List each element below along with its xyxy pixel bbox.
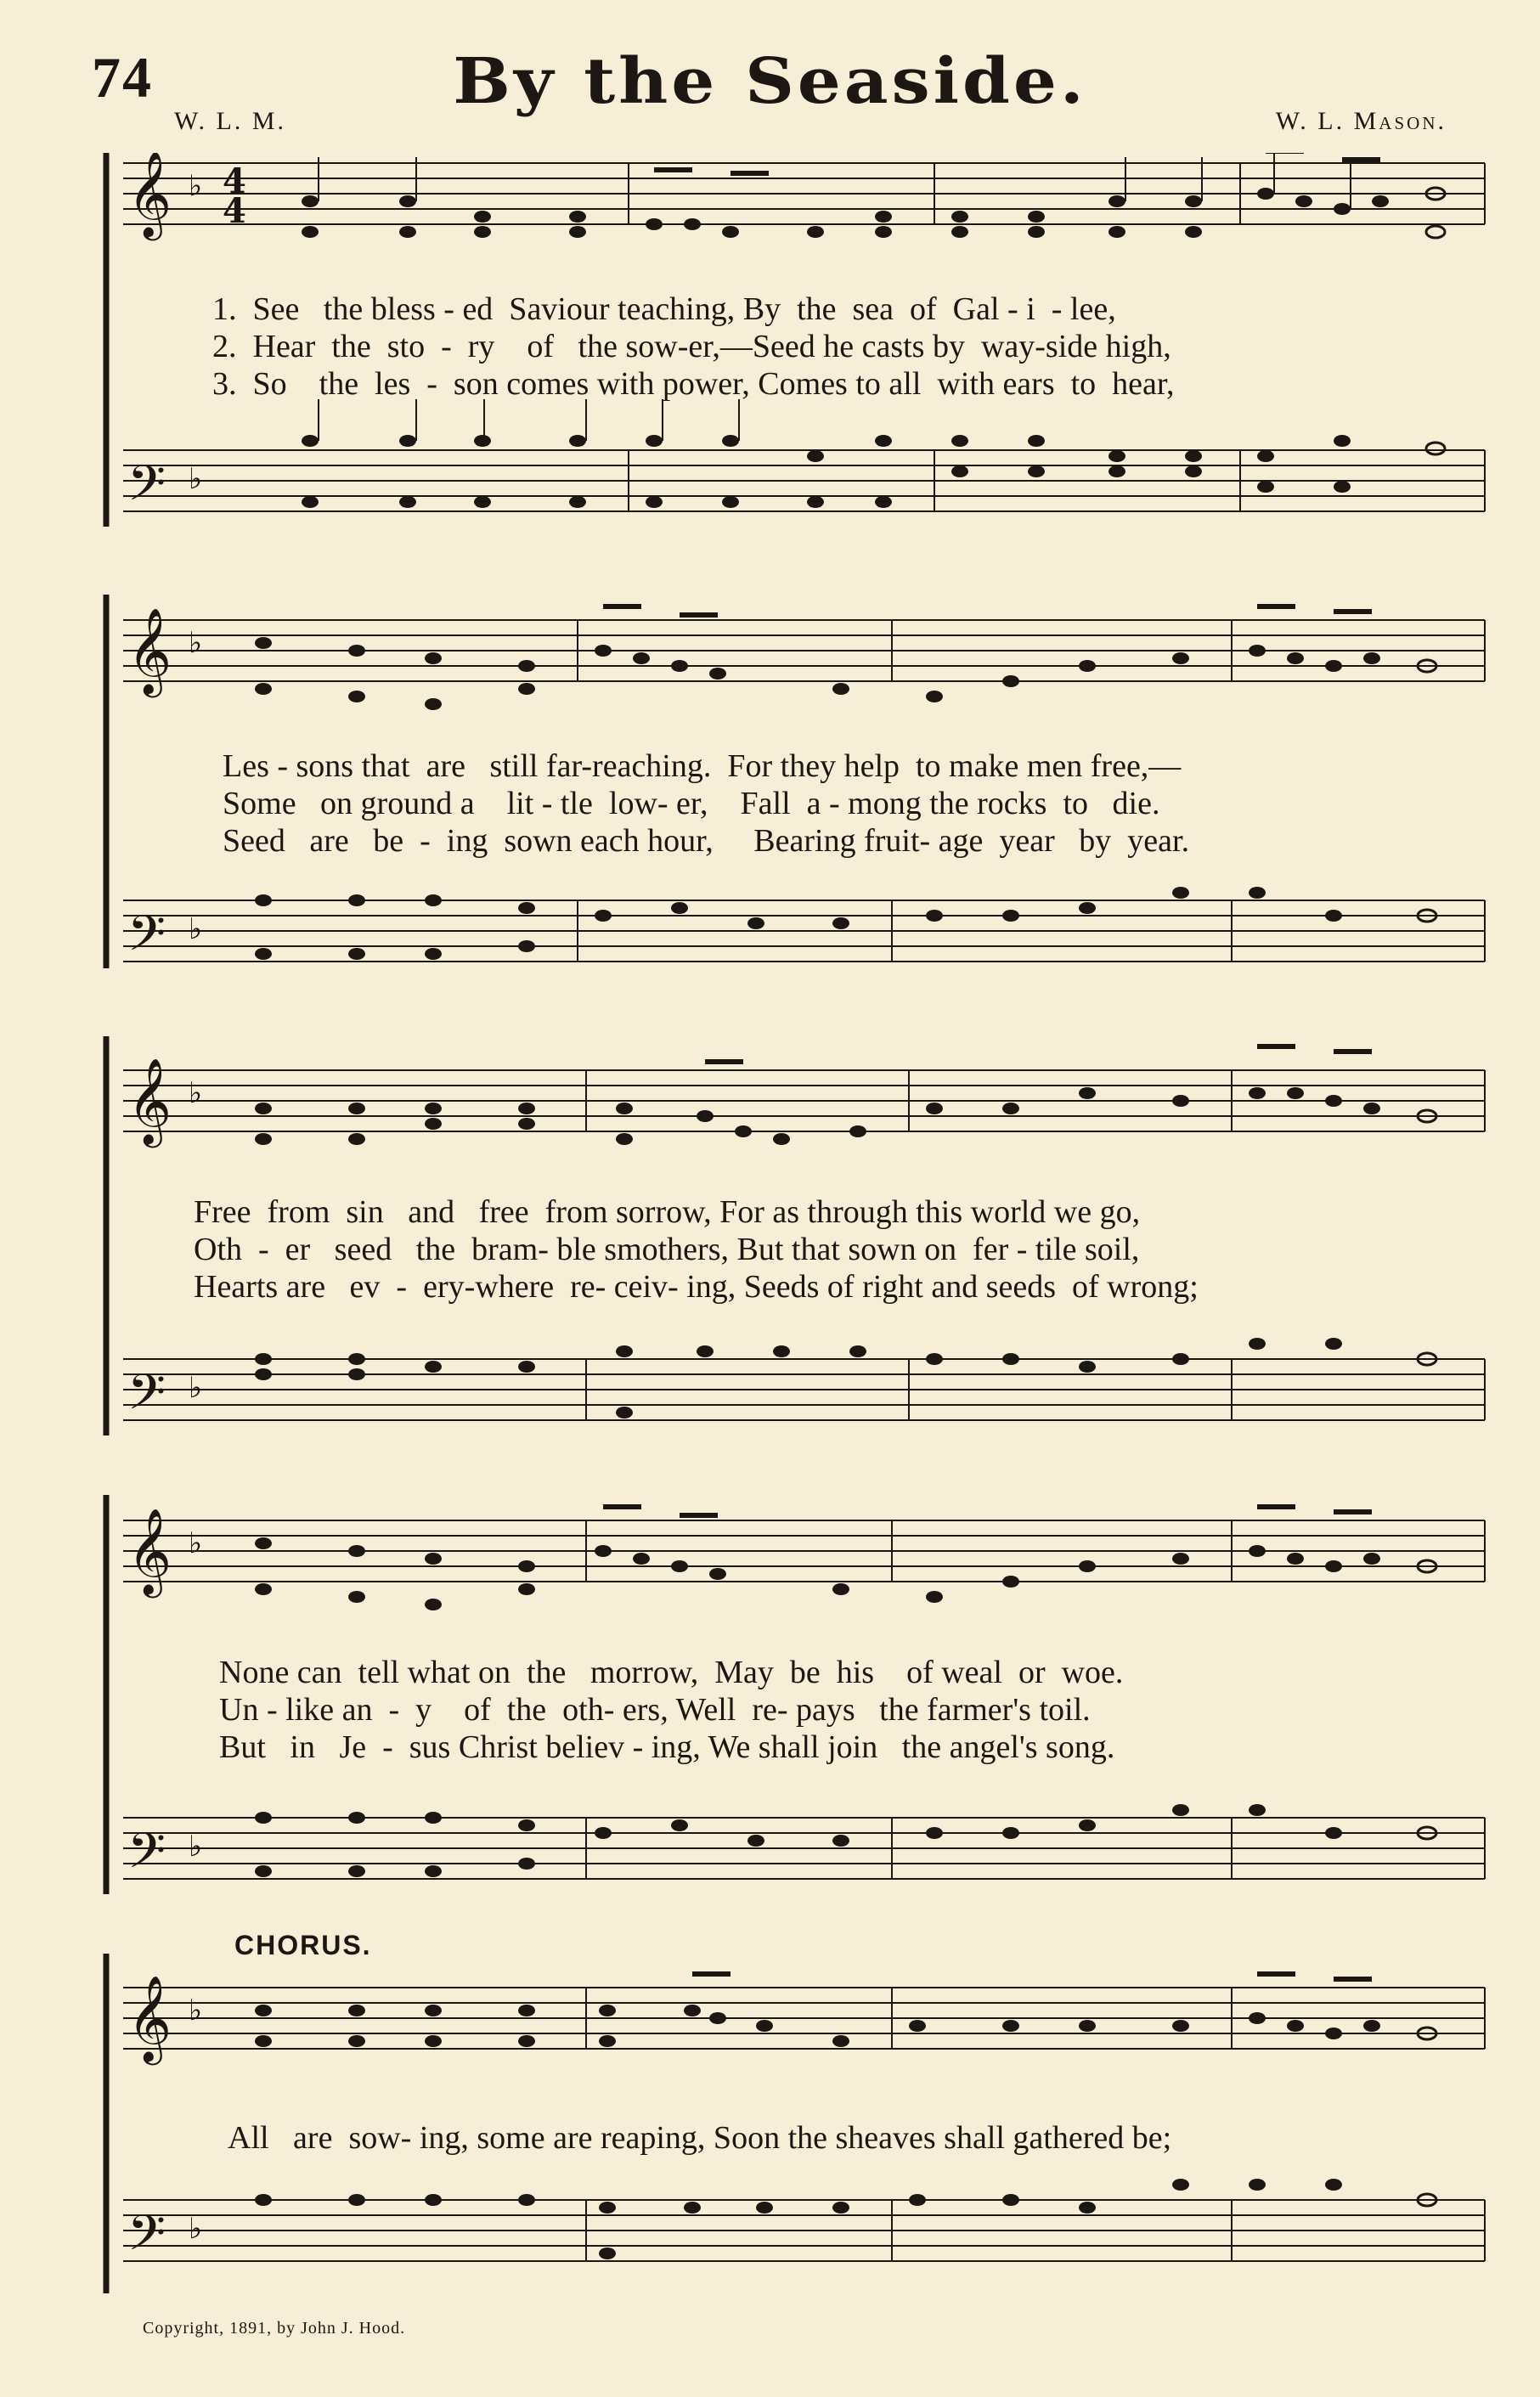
verse-line: But in Je - sus Christ believ - ing, We shall join the angel's song.: [219, 1729, 1115, 1765]
svg-text:♭: ♭: [189, 1526, 203, 1560]
verse-line: Les - sons that are still far-reaching. For they help to make men free,—: [223, 748, 1182, 784]
verse-line: Un - like an - y of the oth- ers, Well re- pays the farmer's toil.: [219, 1692, 1091, 1728]
time-sig-bottom: 4: [223, 191, 246, 231]
svg-text:♭: ♭: [189, 626, 203, 660]
svg-text:𝄞: 𝄞: [127, 1507, 172, 1594]
svg-text:♭: ♭: [189, 462, 203, 496]
svg-text:♭: ♭: [189, 1830, 203, 1864]
lyricist-credit: W. L. M.: [174, 107, 287, 135]
svg-text:♭: ♭: [189, 1371, 203, 1405]
composer-credit: W. L. Mason.: [1275, 107, 1447, 135]
copyright-notice: Copyright, 1891, by John J. Hood.: [143, 2319, 406, 2338]
svg-text:𝄢: 𝄢: [127, 2204, 166, 2274]
hymn-title: By the Seaside.: [453, 43, 1087, 118]
verse-line: Seed are be - ing sown each hour, Bearing fruit- age year by year.: [223, 823, 1190, 859]
verse-line: Oth - er seed the bram- ble smothers, But that sown on fer - tile soil,: [194, 1232, 1140, 1267]
svg-text:♭: ♭: [189, 2212, 203, 2246]
svg-text:𝄢: 𝄢: [127, 905, 166, 974]
verse-block-4: [219, 1654, 1540, 1766]
svg-text:𝄢: 𝄢: [127, 454, 166, 524]
page-number: 74: [92, 45, 153, 110]
verse-line: None can tell what on the morrow, May be his of weal or woe.: [219, 1655, 1124, 1690]
verse-line: 1. See the bless - ed Saviour teaching, By the sea of Gal - i - lee,: [212, 291, 1116, 327]
verse-block-3: [194, 1193, 1540, 1306]
svg-text:♭: ♭: [189, 912, 203, 946]
chorus-label: CHORUS.: [234, 1930, 372, 1960]
verse-line: 3. So the les - son comes with power, Comes to all with ears to hear,: [212, 366, 1175, 402]
chorus-line: All are sow- ing, some are reaping, Soon the sheaves shall gathered be;: [228, 2120, 1172, 2156]
verse-line: Some on ground a lit - tle low- er, Fall a - mong the rocks to die.: [223, 786, 1160, 821]
svg-text:♭: ♭: [189, 1994, 203, 2028]
svg-text:♭: ♭: [189, 1076, 203, 1110]
verse-line: Free from sin and free from sorrow, For as through this world we go,: [194, 1194, 1141, 1230]
svg-text:𝄞: 𝄞: [127, 153, 172, 237]
chorus-lyrics: [228, 2119, 1540, 2157]
svg-text:♭: ♭: [189, 169, 203, 203]
time-sig-top: 4: [223, 161, 246, 201]
svg-text:𝄞: 𝄞: [127, 1057, 172, 1144]
verse-block-1: [212, 290, 1540, 403]
svg-text:𝄢: 𝄢: [127, 1363, 166, 1433]
verse-block-2: [223, 747, 1540, 860]
verse-line: 2. Hear the sto - ry of the sow-er,—Seed he casts by way-side high,: [212, 329, 1171, 364]
svg-text:𝄢: 𝄢: [127, 1822, 166, 1892]
svg-text:𝄞: 𝄞: [127, 606, 172, 694]
verse-line: Hearts are ev - ery-where re- ceiv- ing, Seeds of right and seeds of wrong;: [194, 1269, 1199, 1305]
svg-text:𝄞: 𝄞: [127, 1974, 172, 2061]
